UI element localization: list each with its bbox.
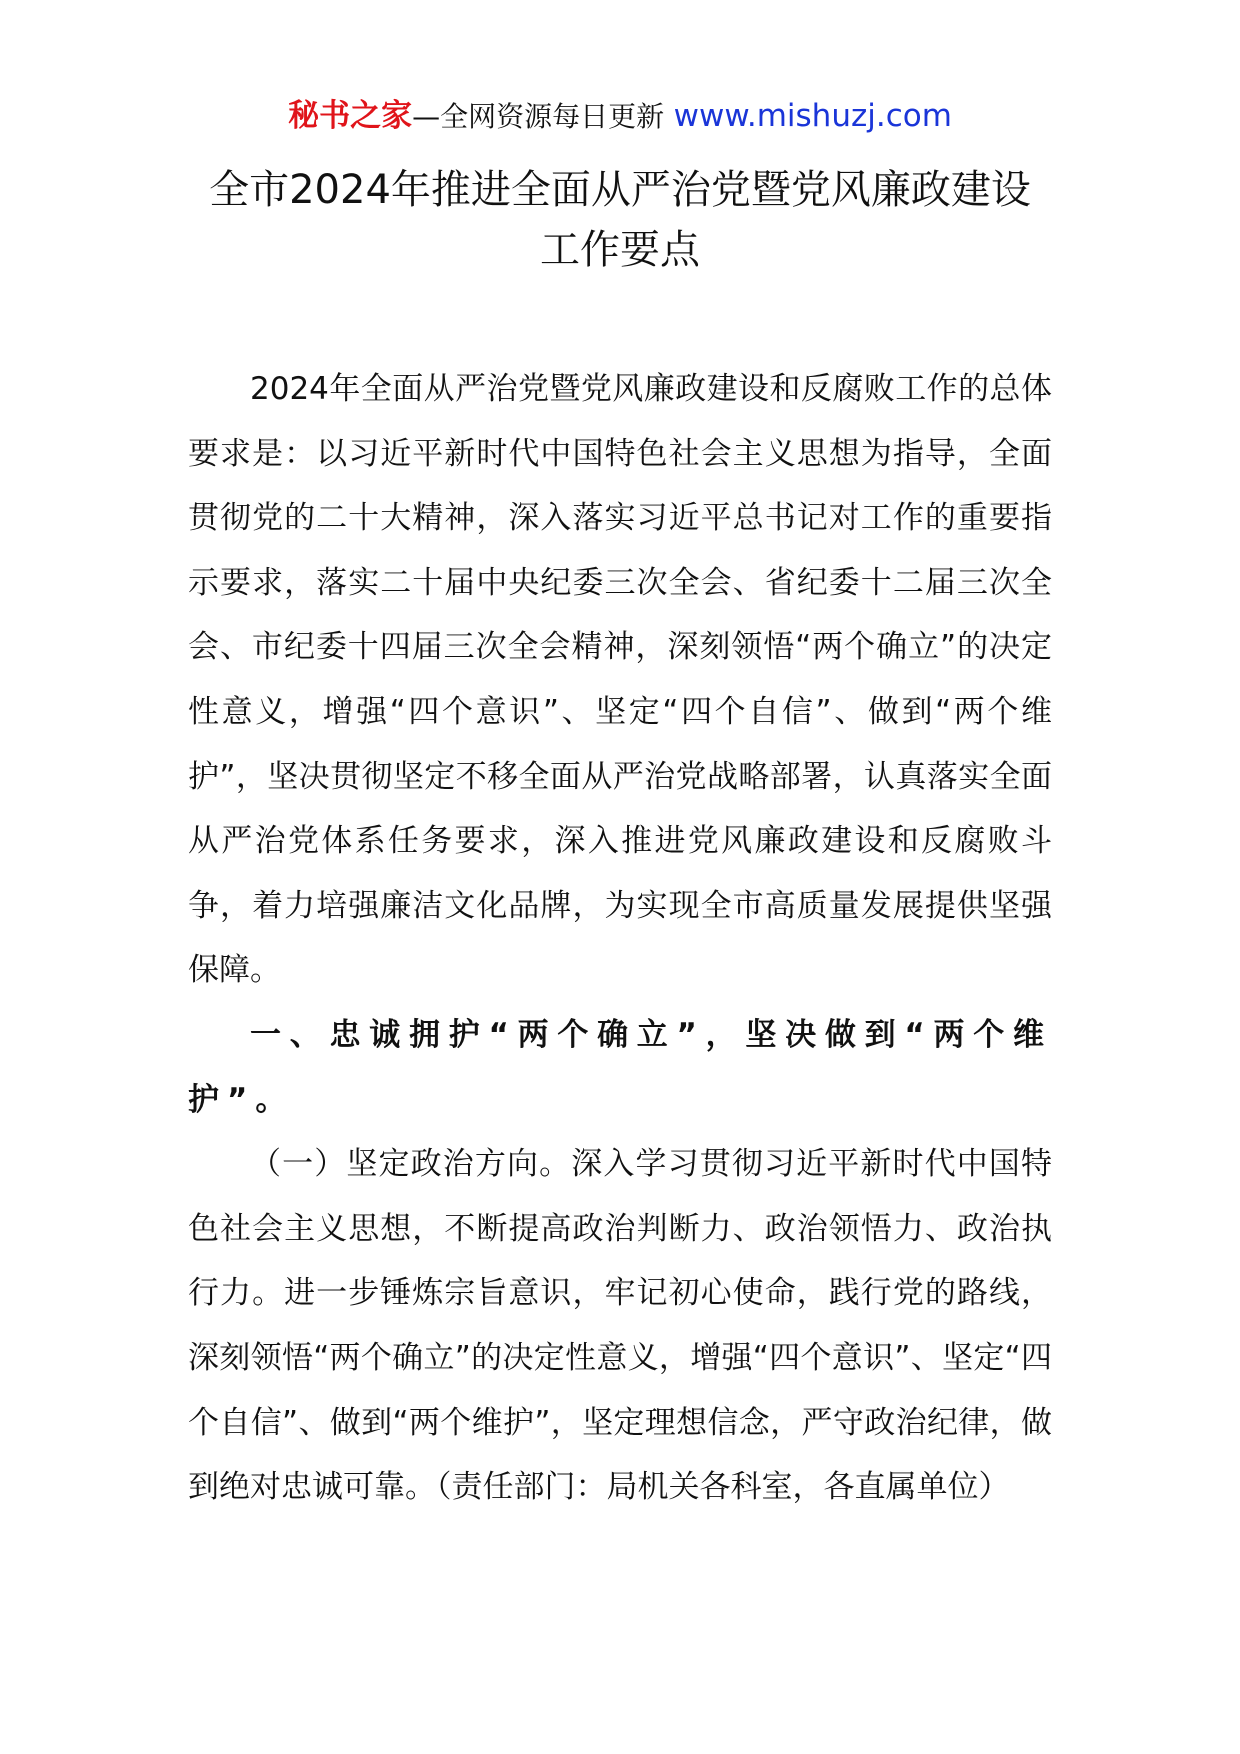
document-title-line-2: 工作要点 bbox=[540, 227, 700, 273]
section-1-item-1-paragraph: （一）坚定政治方向。深入学习贯彻习近平新时代中国特色社会主义思想，不断提高政治判断力、政治领悟力、政治执行力。进一步锤炼宗旨意识，牢记初心使命，践行党的路线，深刻领悟“两个确立”的决定性意义，增强“四个意识”、坚定“四个自信”、做到“两个维护”，坚定理想信念，严守政治纪律，做到绝对忠诚可靠。（责任部门：局机关各科室，各直属单位） bbox=[188, 1146, 1052, 1506]
section-1-heading: 一、忠诚拥护“两个确立”，坚决做到“两个维护”。 bbox=[188, 1016, 1052, 1118]
site-brand: 秘书之家 bbox=[288, 98, 413, 134]
site-slogan: —全网资源每日更新 bbox=[412, 100, 665, 133]
document-title bbox=[130, 160, 1110, 280]
intro-paragraph: 2024年全面从严治党暨党风廉政建设和反腐败工作的总体要求是：以习近平新时代中国特色社会主义思想为指导，全面贯彻党的二十大精神，深入落实习近平总书记对工作的重要指示要求，落实二十届中央纪委三次全会、省纪委十二届三次全会、市纪委十四届三次全会精神，深刻领悟“两个确立”的决定性意义，增强“四个意识”、坚定“四个自信”、做到“两个维护”，坚决贯彻坚定不移全面从严治党战略部署，认真落实全面从严治党体系任务要求，深入推进党风廉政建设和反腐败斗争，着力培强廉洁文化品牌，为实现全市高质量发展提供坚强保障。 bbox=[188, 371, 1052, 989]
site-url-link[interactable]: www.mishuzj.com bbox=[673, 98, 952, 134]
site-header-banner bbox=[0, 96, 1240, 137]
document-title-line-1: 全市2024年推进全面从严治党暨党风廉政建设 bbox=[209, 167, 1031, 213]
document-body bbox=[188, 357, 1052, 1520]
